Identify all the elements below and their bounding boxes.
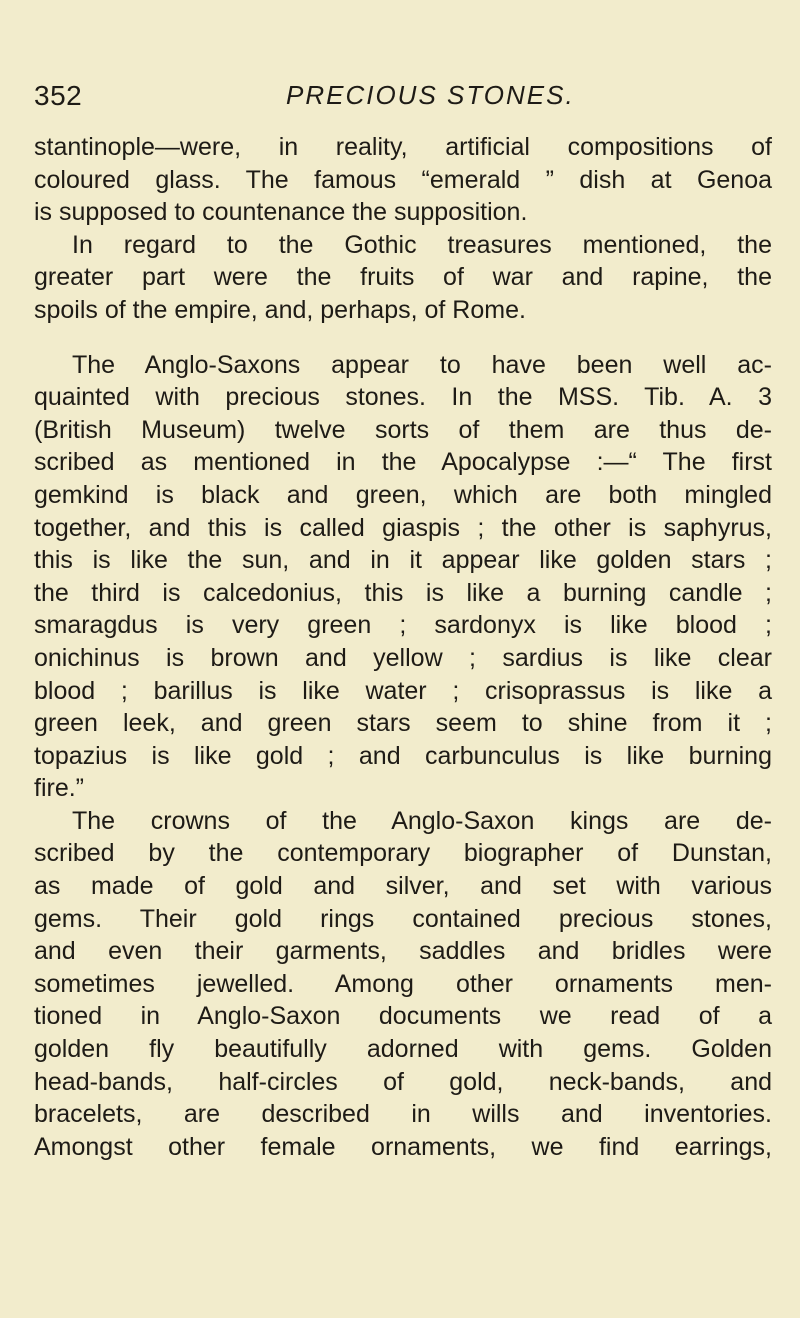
text-line: blood ; barillus is like water ; crisoprassus is like a bbox=[34, 676, 772, 705]
paragraph bbox=[34, 229, 772, 327]
paragraph bbox=[34, 131, 772, 229]
text-line: sometimes jewelled. Among other ornaments men- bbox=[34, 969, 772, 998]
text-line: quainted with precious stones. In the MSS. Tib. A. 3 bbox=[34, 383, 772, 412]
text-line: together, and this is called giaspis ; the other is saphyrus, bbox=[34, 513, 772, 542]
text-line: The crowns of the Anglo-Saxon kings are de- bbox=[72, 806, 772, 835]
text-line: spoils of the empire, and, perhaps, of Rome. bbox=[34, 295, 526, 324]
text-line: stantinople—were, in reality, artificial compositions of bbox=[34, 133, 772, 161]
page-header bbox=[0, 80, 800, 120]
text-line: green leek, and green stars seem to shine from it ; bbox=[34, 709, 772, 738]
text-line: topazius is like gold ; and carbunculus is like burning bbox=[34, 741, 772, 770]
paragraph-gap bbox=[34, 327, 772, 349]
text-line: Amongst other female ornaments, we find earrings, bbox=[34, 1132, 772, 1161]
text-line: and even their garments, saddles and bridles were bbox=[34, 937, 772, 966]
paragraph bbox=[34, 349, 772, 805]
text-line: onichinus is brown and yellow ; sardius is like clear bbox=[34, 643, 772, 672]
text-line: In regard to the Gothic treasures mentioned, the bbox=[72, 230, 772, 259]
text-line: the third is calcedonius, this is like a burning candle ; bbox=[34, 578, 772, 607]
text-line: greater part were the fruits of war and rapine, the bbox=[34, 263, 772, 292]
text-line: smaragdus is very green ; sardonyx is like blood ; bbox=[34, 611, 772, 640]
text-line: The Anglo-Saxons appear to have been well ac- bbox=[72, 350, 772, 379]
text-line: fire.” bbox=[34, 774, 84, 803]
text-line: (British Museum) twelve sorts of them are thus de- bbox=[34, 415, 772, 444]
text-line: is supposed to countenance the supposition. bbox=[34, 198, 528, 227]
text-line: this is like the sun, and in it appear like golden stars ; bbox=[34, 546, 772, 575]
text-line: scribed as mentioned in the Apocalypse :—“ The first bbox=[34, 448, 772, 477]
text-line: coloured glass. The famous “emerald ” dish at Genoa bbox=[34, 165, 772, 194]
text-line: gems. Their gold rings contained precious stones, bbox=[34, 904, 772, 933]
text-line: gemkind is black and green, which are both mingled bbox=[34, 480, 772, 509]
running-head: PRECIOUS STONES. bbox=[286, 80, 575, 110]
body-text bbox=[34, 131, 772, 1163]
text-line: tioned in Anglo-Saxon documents we read of a bbox=[34, 1002, 772, 1031]
text-line: head-bands, half-circles of gold, neck-bands, and bbox=[34, 1067, 772, 1096]
text-line: scribed by the contemporary biographer of Dunstan, bbox=[34, 839, 772, 868]
page-number: 352 bbox=[34, 80, 83, 111]
text-line: as made of gold and silver, and set with various bbox=[34, 872, 772, 901]
text-line: golden fly beautifully adorned with gems. Golden bbox=[34, 1035, 772, 1064]
text-line: bracelets, are described in wills and inventories. bbox=[34, 1100, 772, 1129]
paragraph bbox=[34, 805, 772, 1164]
